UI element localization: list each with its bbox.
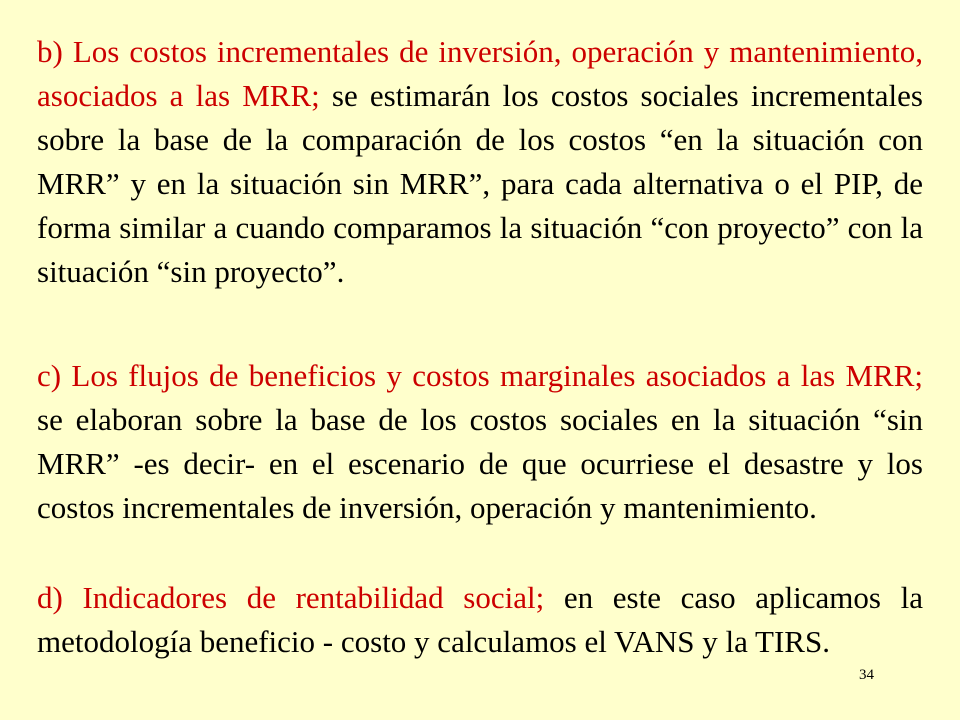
paragraph-b-body: se estimarán los costos sociales incrementales sobre la base de la comparación de los costos “en la situación con MRR” y en la situación sin MRR”, para cada alternativa o el PIP, de forma similar a cuando comparamos la situación “con proyecto” con la situación “sin proyecto”. — [37, 78, 923, 289]
page-number: 34 — [859, 667, 874, 683]
paragraph-c-body: se elaboran sobre la base de los costos sociales en la situación “sin MRR” -es decir- en el escenario de que ocurriese el desastre y los costos incrementales de inversión, operación y mantenimiento. — [37, 402, 923, 525]
paragraph-d-body: en este caso aplicamos la metodología beneficio - costo y calculamos el VANS y la TIRS. — [37, 580, 923, 659]
paragraph-b — [37, 30, 923, 294]
paragraph-c — [37, 354, 923, 530]
paragraph-d — [37, 576, 923, 664]
paragraph-b-heading: b) Los costos incrementales de inversión, operación y mantenimiento, asociados a las MRR; — [37, 34, 923, 113]
paragraph-c-heading: c) Los flujos de beneficios y costos marginales asociados a las MRR; — [37, 358, 923, 393]
paragraph-d-heading: d) Indicadores de rentabilidad social; — [37, 580, 545, 615]
